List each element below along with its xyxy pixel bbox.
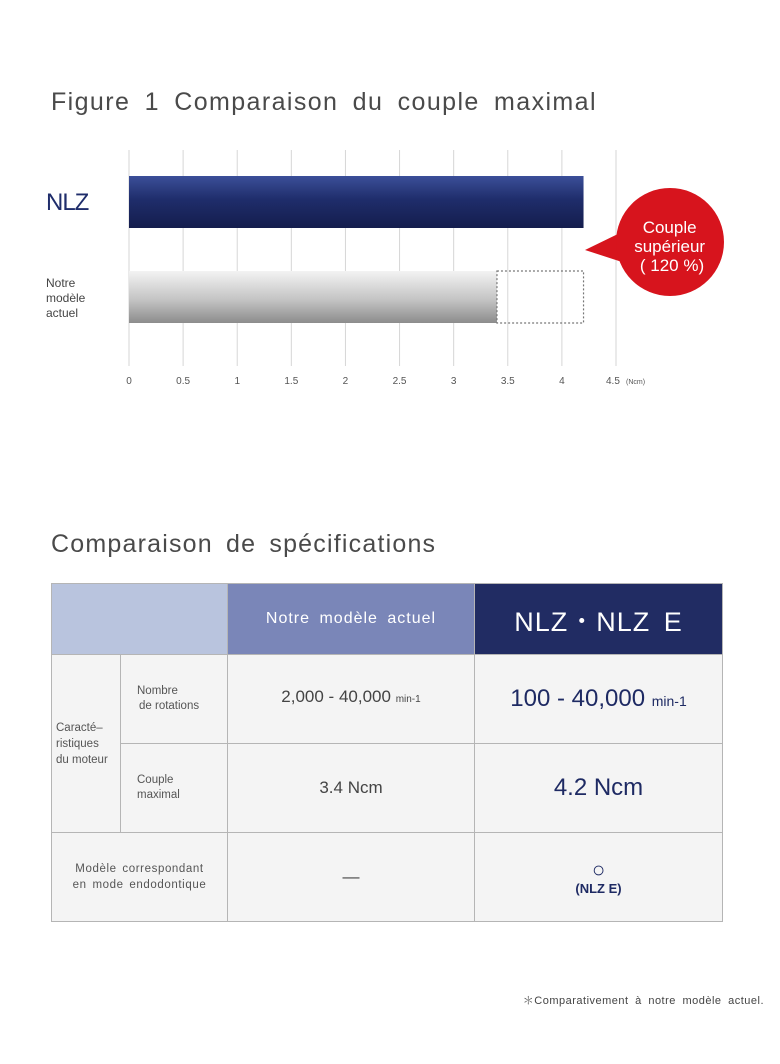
x-tick-label: 0.5 (176, 376, 191, 387)
rotations-nlz-value: 100 - 40,000 (510, 685, 646, 712)
category-motor (52, 655, 121, 833)
table-row (52, 744, 723, 833)
category-line: ristiques (56, 737, 99, 750)
row-label-line: Couple (137, 774, 174, 786)
row-label-torque (121, 744, 228, 833)
callout-badge (585, 188, 724, 296)
mode-label (52, 833, 228, 922)
table-header-row (52, 584, 723, 655)
callout-line: ( 120 %) (639, 256, 705, 275)
x-tick-label: 0 (126, 376, 132, 387)
torque-bar-chart (0, 150, 780, 400)
current-label-line: modèle (46, 291, 86, 305)
x-tick-label: 3 (450, 376, 457, 387)
current-label-line: actuel (46, 306, 79, 320)
x-tick-label: 1.5 (284, 376, 299, 387)
x-tick-label: 1 (234, 376, 241, 387)
spec-title: Comparaison de spécifications (51, 530, 437, 558)
footnote: ＊Comparativement à notre modèle actuel. (522, 995, 764, 1007)
callout-line: supérieur (634, 237, 706, 256)
category-line: du moteur (56, 753, 108, 766)
mode-label-line: Modèle correspondant (75, 863, 204, 875)
current-category-label (46, 276, 89, 320)
mode-nlz-note: (NLZ E) (575, 880, 622, 896)
bar-nlz (129, 176, 584, 228)
table-row (52, 833, 723, 922)
row-label-line: Nombre (137, 685, 178, 697)
supported-mark: ○ (591, 856, 606, 882)
header-current-model: Notre modèle actuel (228, 584, 475, 655)
header-blank (52, 584, 228, 655)
callout-text (634, 218, 710, 275)
rotations-current-value: 2,000 - 40,000 (281, 687, 391, 706)
header-nlz: NLZ・NLZ E (475, 584, 723, 655)
rotations-current (228, 655, 475, 744)
x-tick-label: 3.5 (500, 376, 515, 387)
spec-table (51, 583, 723, 922)
row-label-line: maximal (137, 789, 180, 801)
category-line: Caracté– (56, 721, 103, 734)
x-tick-label: 4 (559, 376, 565, 387)
row-label-rotations (121, 655, 228, 744)
mode-nlz (475, 833, 723, 922)
x-tick-label: 2.5 (392, 376, 407, 387)
x-tick-label: 2 (342, 376, 349, 387)
callout-line: Couple (642, 218, 697, 237)
mode-label-line: en mode endodontique (72, 879, 207, 891)
table-row (52, 655, 723, 744)
row-label-line: de rotations (139, 700, 200, 712)
current-label-line: Notre (46, 276, 76, 290)
figure-title: Figure 1 Comparaison du couple maximal (51, 88, 597, 116)
nlz-category-label: NLZ (46, 189, 89, 216)
bar-difference-outline (497, 271, 584, 323)
torque-nlz: 4.2 Ncm (475, 744, 723, 833)
rotations-nlz-unit: min-1 (651, 693, 687, 709)
mode-current: — (228, 833, 475, 922)
rotations-current-unit: min-1 (395, 694, 421, 705)
rotations-nlz (475, 655, 723, 744)
torque-current: 3.4 Ncm (228, 744, 475, 833)
x-tick-label: 4.5 (606, 376, 620, 387)
bar-current-model (129, 271, 497, 323)
x-axis-unit: (Ncm) (626, 379, 646, 386)
